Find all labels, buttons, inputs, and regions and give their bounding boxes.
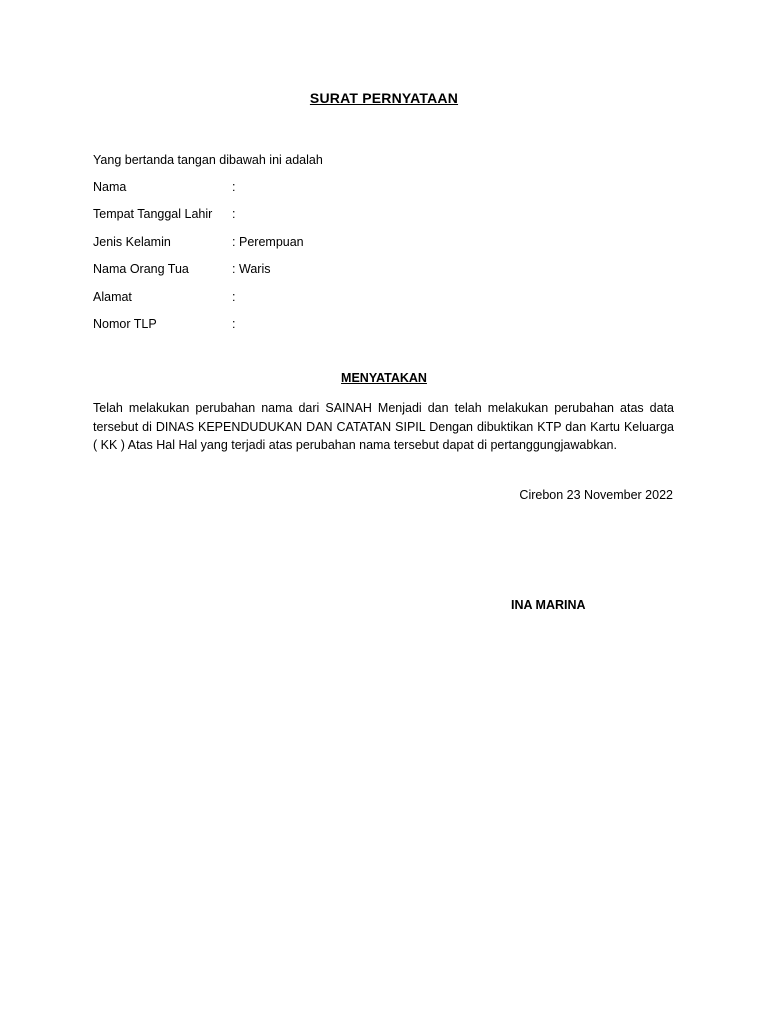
field-separator: : — [232, 234, 236, 249]
intro-text: Yang bertanda tangan dibawah ini adalah — [93, 153, 323, 167]
field-separator: : — [232, 180, 236, 194]
document-title: SURAT PERNYATAAN — [309, 90, 459, 106]
field-row-nama — [93, 180, 304, 207]
field-separator: : — [232, 316, 236, 331]
field-value: Perempuan — [239, 234, 304, 249]
identity-fields — [93, 180, 304, 344]
field-row-nomor-tlp — [93, 317, 304, 344]
field-row-alamat — [93, 290, 304, 317]
field-separator: : — [232, 289, 236, 304]
field-row-nama-orang-tua — [93, 262, 304, 289]
place-date: Cirebon 23 November 2022 — [519, 488, 673, 502]
field-separator: : — [232, 262, 236, 277]
field-separator: : — [232, 207, 236, 222]
field-row-tempat-tanggal-lahir — [93, 207, 304, 234]
signer-name: INA MARINA — [511, 598, 586, 612]
field-label: Tempat Tanggal Lahir — [93, 207, 213, 222]
field-label: Nomor TLP — [93, 316, 157, 331]
field-row-jenis-kelamin — [93, 235, 304, 262]
field-label: Nama Orang Tua — [93, 262, 189, 277]
field-label: Alamat — [93, 289, 132, 304]
section-heading: MENYATAKAN — [341, 371, 427, 385]
statement-paragraph: Telah melakukan perubahan nama dari SAINAH Menjadi dan telah melakukan perubahan atas data tersebut di DINAS KEPENDUDUKAN DAN CATATAN SIPIL Dengan dibuktikan KTP dan Kartu Keluarga ( KK ) Atas Hal Hal yang terjadi atas perubahan nama tersebut dapat di pertanggungjawabkan. — [93, 401, 674, 452]
field-label: Nama — [93, 180, 127, 194]
field-value: Waris — [239, 262, 271, 277]
field-label: Jenis Kelamin — [93, 234, 171, 249]
